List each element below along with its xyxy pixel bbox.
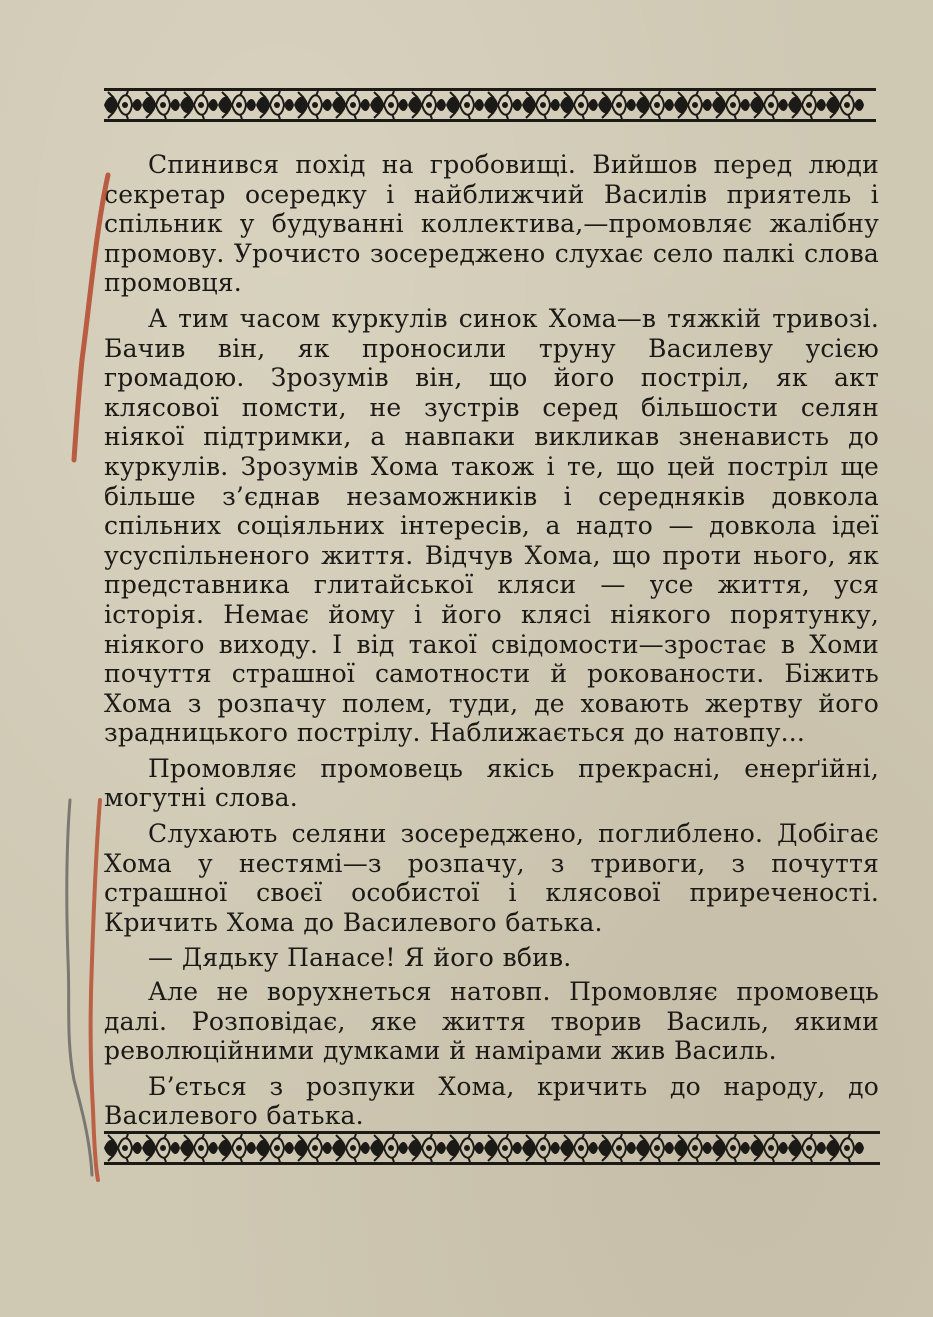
paragraph-1: Спинився похід на гробовищі. Вийшов перед люди секретар осередку і найближчий Василів приятель і спільник у будуванні коллектива,—промовляє жалібну промову. Урочисто зосереджено слухає село палкі слова промовця. xyxy=(104,150,879,298)
paragraph-4: Слухають селяни зосереджено, поглиблено. Добігає Хома у нестямі—з розпачу, з тривоги, з почуття страшної своєї особистої і клясової приреченості. Кричить Хома до Василевого батька. xyxy=(104,819,879,937)
red-pencil-mark-lower xyxy=(91,800,100,1180)
grey-pencil-mark xyxy=(67,800,92,1175)
paragraph-3: Промовляє промовець якісь прекрасні, енерґійні, могутні слова. xyxy=(104,753,879,813)
page-body-text xyxy=(104,150,879,1137)
paragraph-6: Але не ворухнеться натовп. Промовляє промовець далі. Розповідає, яке життя творив Василь, якими революційними думками й намірами жив Василь. xyxy=(104,977,879,1066)
floral-border-icon xyxy=(104,88,876,122)
top-ornament-border xyxy=(104,88,876,122)
bottom-ornament-border xyxy=(104,1131,880,1165)
red-pencil-mark-upper xyxy=(74,175,108,460)
paragraph-2: А тим часом куркулів синок Хома—в тяжкій тривозі. Бачив він, як проносили труну Василеву усією громадою. Зрозумів він, що його постріл, як акт клясової помсти, не зустрів серед більшости селян ніякої підтримки, а навпаки викликав зненависть до куркулів. Зрозумів Хома також і те, що цей постріл ще більше з’єднав незаможників і середняків довкола спільних соціяльних інтересів, а надто — довкола ідеї усуспільненого життя. Відчув Хома, що проти нього, як представника глитайської кляси — усе життя, уся історія. Немає йому і його клясі ніякого порятунку, ніякого виходу. І від такої свідомости—зростає в Хоми почуття страшної самотности й рокованости. Біжить Хома з розпачу полем, туди, де ховають жертву його зрадницького пострілу. Наближається до натовпу... xyxy=(104,303,879,748)
floral-border-icon xyxy=(104,1131,880,1165)
paragraph-7: Б’ється з розпуки Хома, кричить до народу, до Василевого батька. xyxy=(104,1071,879,1131)
paragraph-5: — Дядьку Панасе! Я його вбив. xyxy=(148,943,572,973)
